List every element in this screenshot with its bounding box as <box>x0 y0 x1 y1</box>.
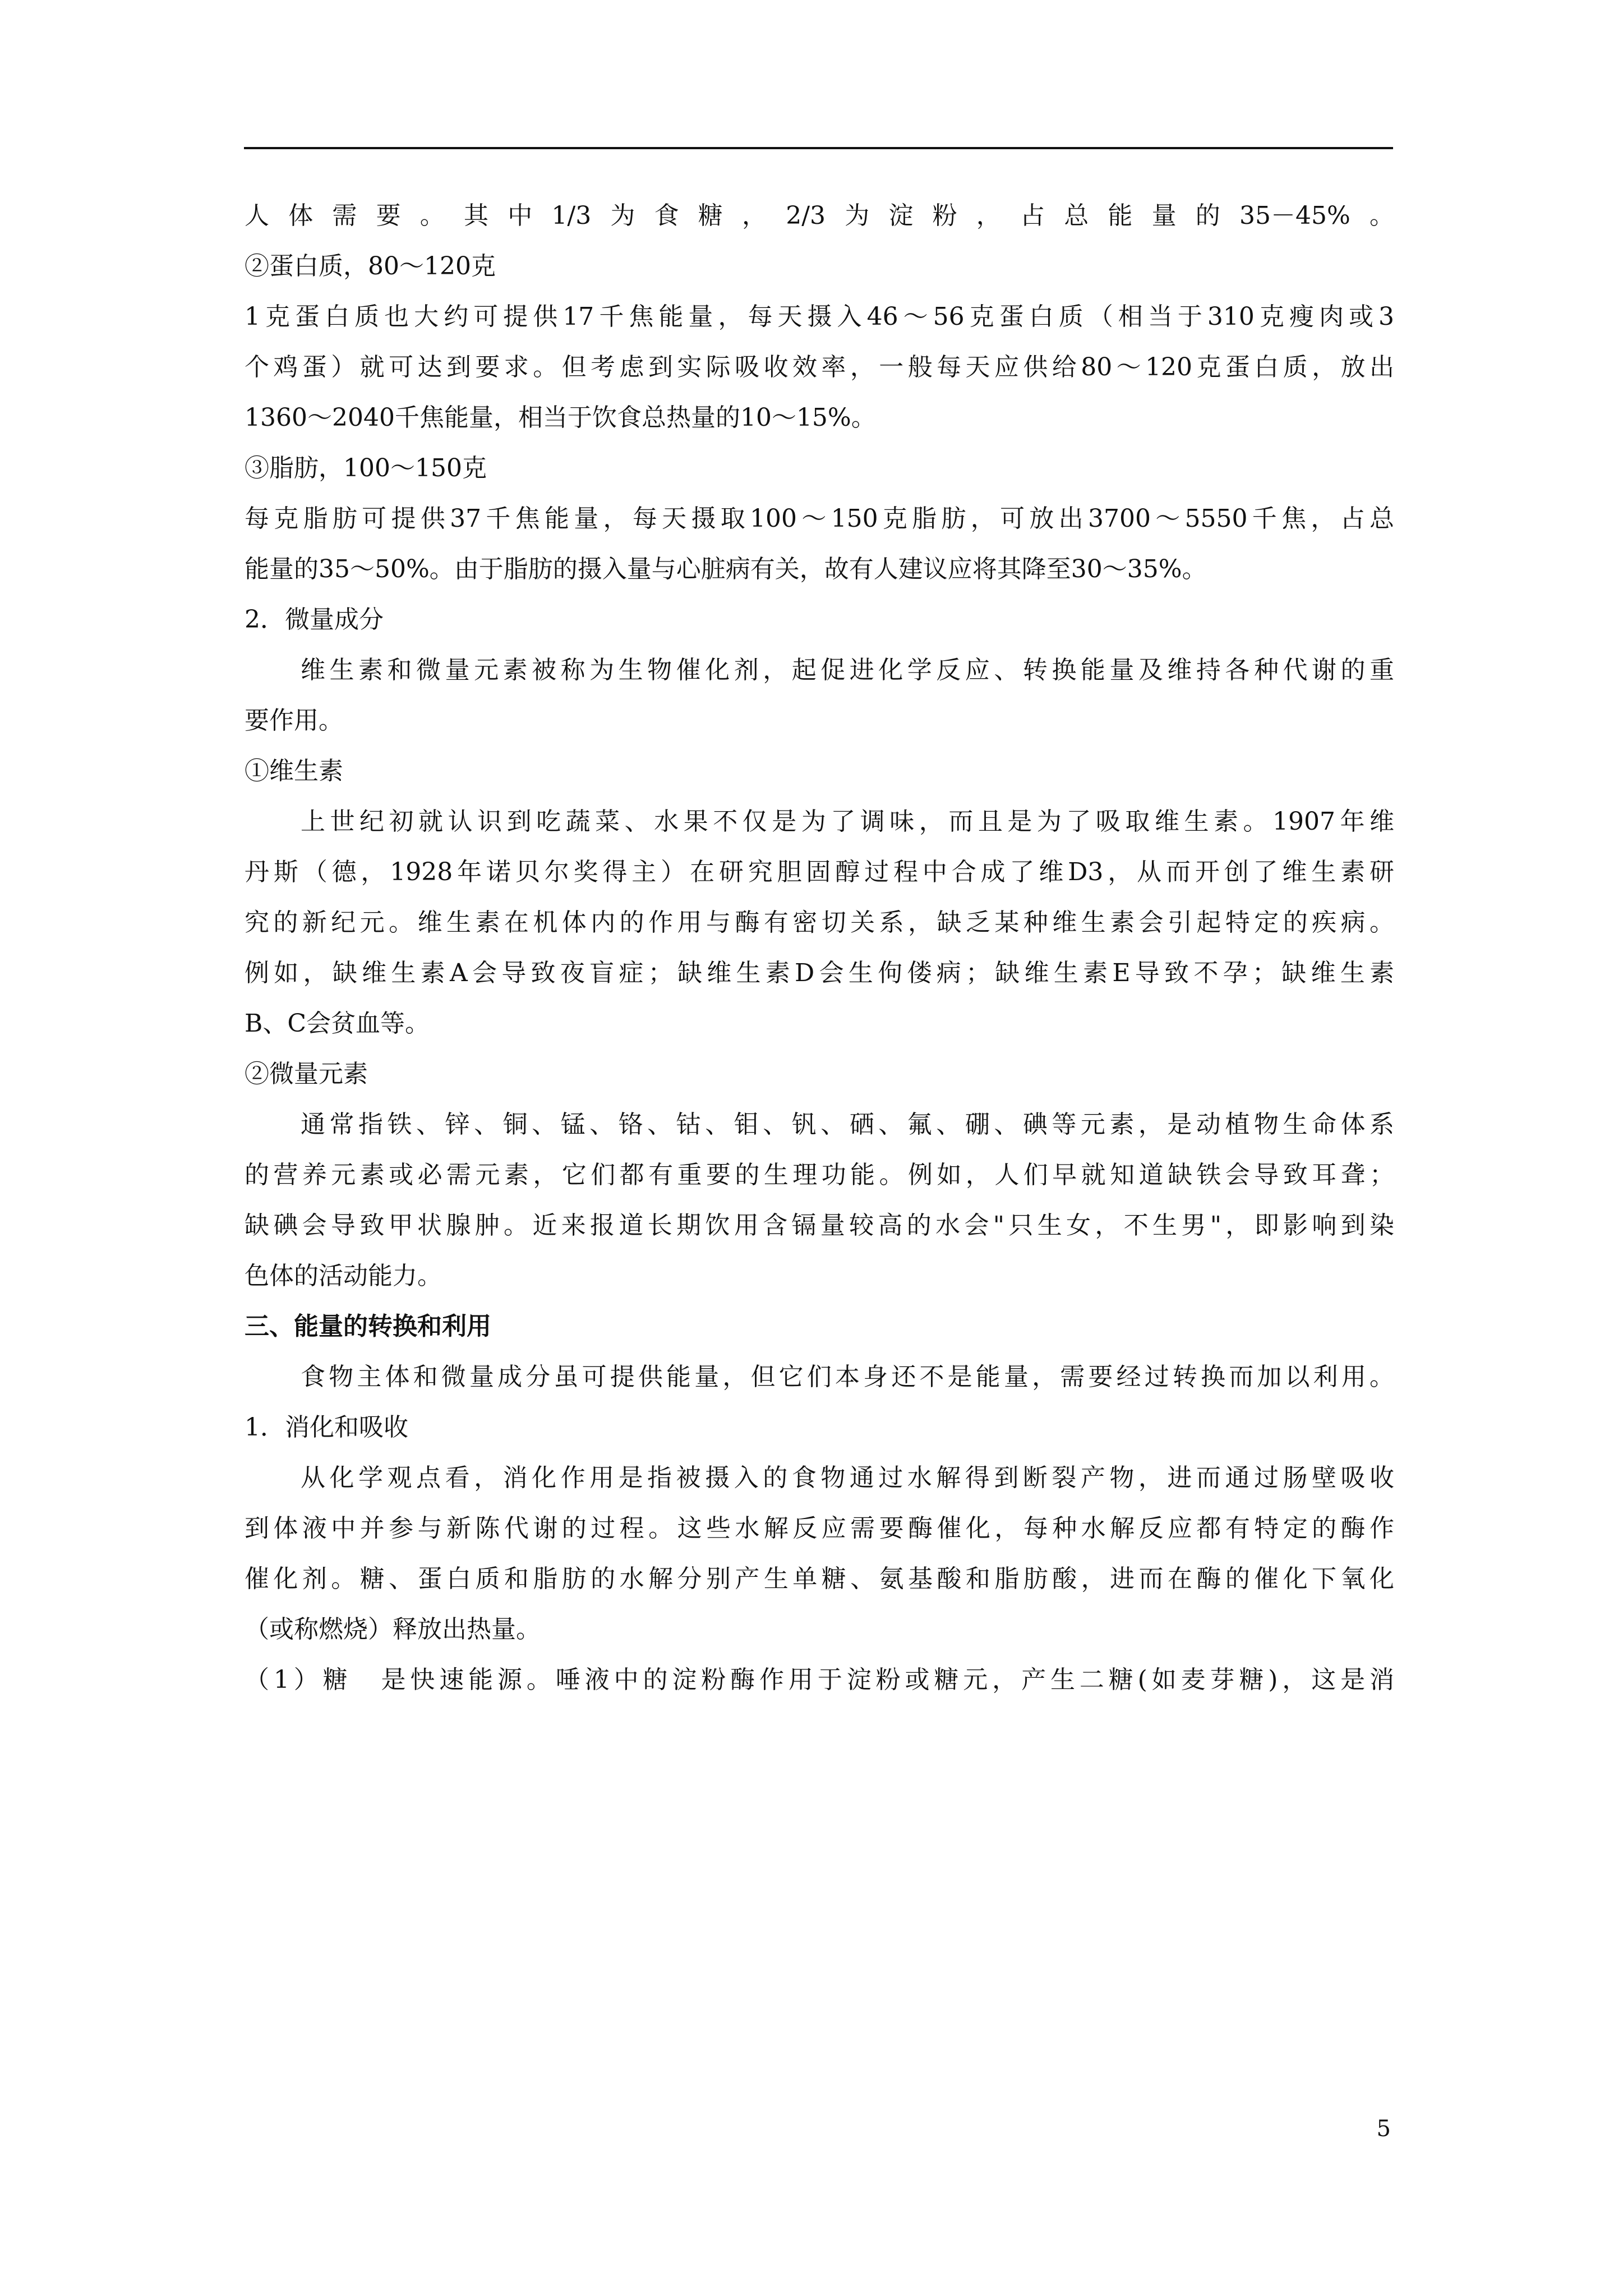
text-line: （1）糖 是快速能源。唾液中的淀粉酶作用于淀粉或糖元，产生二糖(如麦芽糖)，这是消 <box>245 1665 1394 1694</box>
text-line: 究的新纪元。维生素在机体内的作用与酶有密切关系，缺乏某种维生素会引起特定的疾病。 <box>245 908 1394 937</box>
text-line: 每克脂肪可提供37千焦能量，每天摄取100～150克脂肪，可放出3700～5550千焦，占总 <box>245 504 1394 533</box>
paragraph-first-line: 食物主体和微量成分虽可提供能量，但它们本身还不是能量，需要经过转换而加以利用。 <box>301 1363 1394 1391</box>
text-line: 个鸡蛋）就可达到要求。但考虑到实际吸收效率，一般每天应供给80～120克蛋白质，放出 <box>245 353 1394 381</box>
text-line: 到体液中并参与新陈代谢的过程。这些水解反应需要酶催化，每种水解反应都有特定的酶作 <box>245 1514 1394 1543</box>
subheading-digestion: 1．消化和吸收 <box>245 1413 408 1442</box>
paragraph-first-line: 从化学观点看，消化作用是指被摄入的食物通过水解得到断裂产物，进而通过肠壁吸收 <box>301 1464 1394 1492</box>
section-heading-trace-components: 2．微量成分 <box>245 605 384 634</box>
section-heading-energy-conversion: 三、能量的转换和利用 <box>245 1312 491 1341</box>
text-line: 要作用。 <box>245 706 343 735</box>
subheading-trace-elements: ②微量元素 <box>245 1060 368 1088</box>
text-line: 丹斯（德，1928年诺贝尔奖得主）在研究胆固醇过程中合成了维D3，从而开创了维生素研 <box>245 858 1394 886</box>
header-rule <box>244 147 1393 149</box>
text-line: 的营养元素或必需元素，它们都有重要的生理功能。例如，人们早就知道缺铁会导致耳聋； <box>245 1161 1394 1189</box>
text-line: 1克蛋白质也大约可提供17千焦能量，每天摄入46～56克蛋白质（相当于310克瘦肉或3 <box>245 302 1394 331</box>
page-number: 5 <box>1376 2116 1391 2142</box>
paragraph-first-line: 上世纪初就认识到吃蔬菜、水果不仅是为了调味，而且是为了吸取维生素。1907年维 <box>301 807 1394 836</box>
text-line: 例如，缺维生素A会导致夜盲症；缺维生素D会生佝偻病；缺维生素E导致不孕；缺维生素 <box>245 959 1394 987</box>
text-line: B、C会贫血等。 <box>245 1009 430 1038</box>
paragraph-first-line: 维生素和微量元素被称为生物催化剂，起促进化学反应、转换能量及维持各种代谢的重 <box>301 656 1394 684</box>
text-line: 人体需要。其中1/3为食糖，2/3为淀粉，占总能量的35－45%。 <box>245 201 1394 230</box>
paragraph-first-line: 通常指铁、锌、铜、锰、铬、钴、钼、钒、硒、氟、硼、碘等元素，是动植物生命体系 <box>301 1110 1394 1139</box>
subheading-vitamins: ①维生素 <box>245 757 343 785</box>
text-line: 1360～2040千焦能量，相当于饮食总热量的10～15%。 <box>245 403 876 432</box>
text-line: 缺碘会导致甲状腺肿。近来报道长期饮用含镉量较高的水会"只生女，不生男"，即影响到染 <box>245 1211 1394 1240</box>
text-line: 催化剂。糖、蛋白质和脂肪的水解分别产生单糖、氨基酸和脂肪酸，进而在酶的催化下氧化 <box>245 1565 1394 1593</box>
subheading-fat: ③脂肪，100～150克 <box>245 454 487 482</box>
text-line: 能量的35～50%。由于脂肪的摄入量与心脏病有关，故有人建议应将其降至30～35%。 <box>245 555 1207 583</box>
text-line: 色体的活动能力。 <box>245 1262 442 1290</box>
document-body <box>245 191 1394 1705</box>
subheading-protein: ②蛋白质，80～120克 <box>245 252 496 280</box>
text-line: （或称燃烧）释放出热量。 <box>245 1615 541 1644</box>
